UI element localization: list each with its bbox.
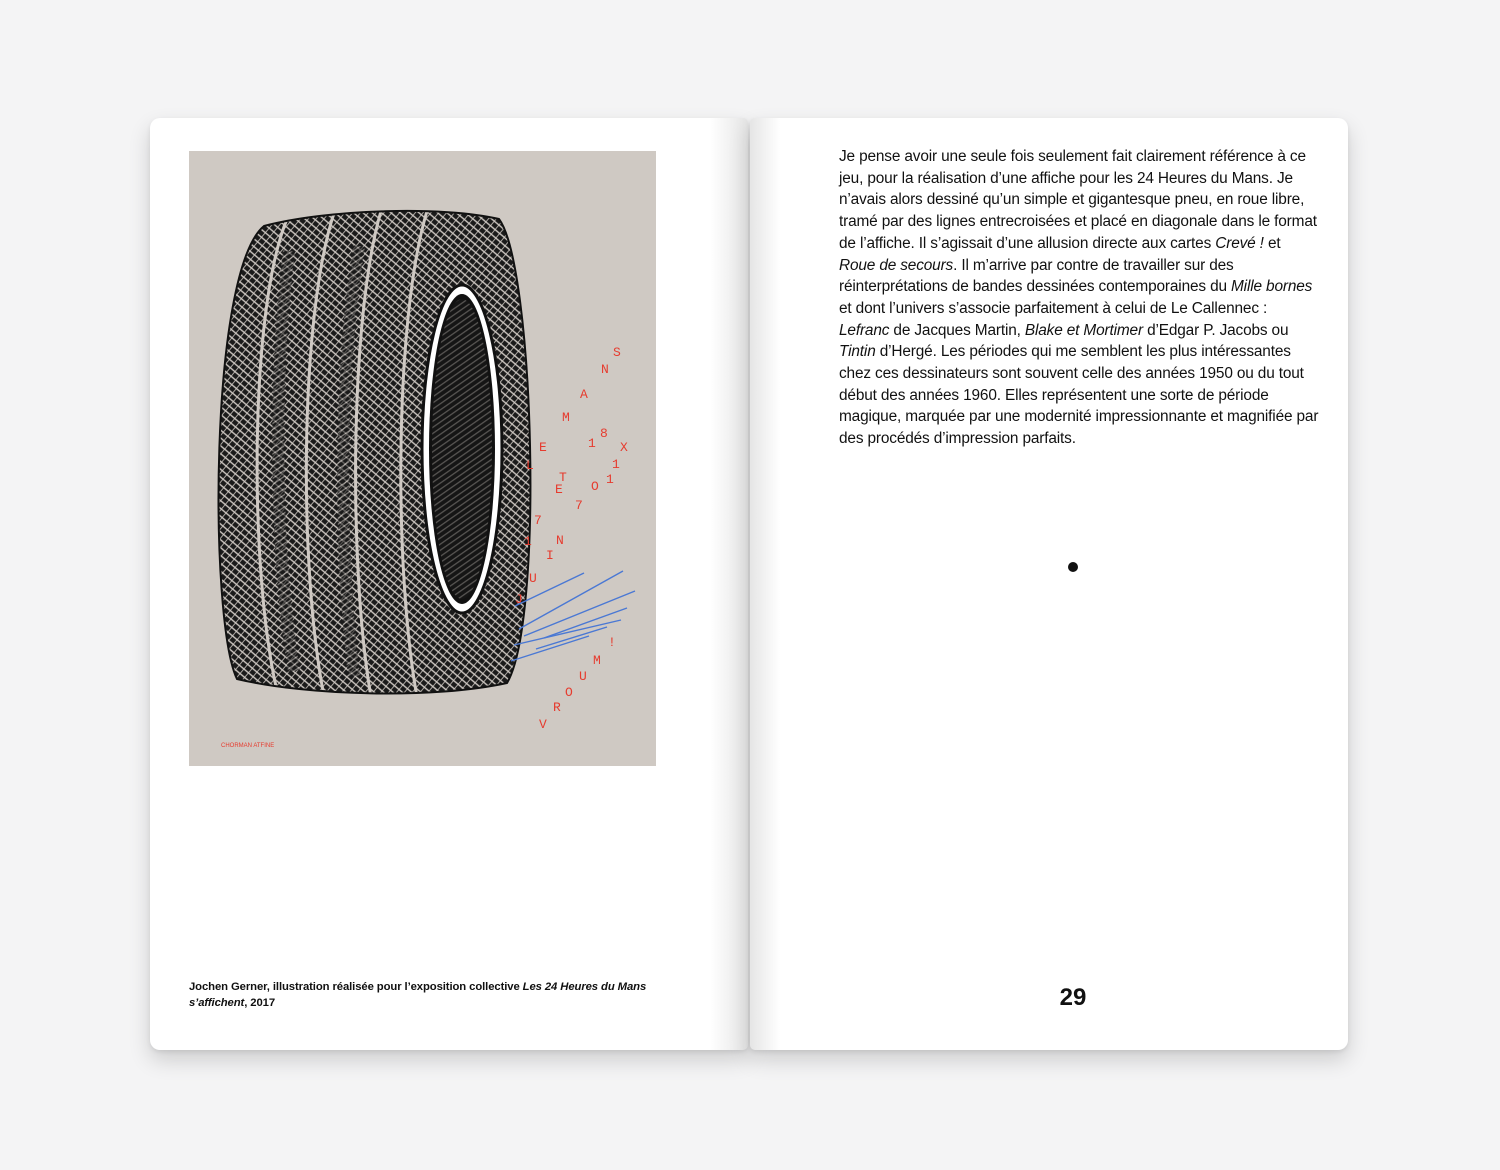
- title-letter: 1: [606, 472, 614, 487]
- book-spread: [150, 118, 1348, 1050]
- poster-vroum-letters: [539, 635, 616, 732]
- poster-footer-text: CHORMAN ATFINE: [221, 743, 275, 749]
- vroum-letter: O: [565, 685, 573, 700]
- body-text-segment: et: [1263, 234, 1281, 252]
- title-letter: 1: [524, 534, 532, 549]
- body-paragraph: [839, 146, 1319, 450]
- title-letter: N: [601, 362, 609, 377]
- title-letter: L: [526, 458, 534, 473]
- title-letter: E: [555, 482, 563, 497]
- body-text-segment: de Jacques Martin,: [889, 321, 1025, 339]
- page-number: 29: [1059, 984, 1087, 1011]
- vroum-letter: U: [579, 669, 587, 684]
- title-letter: 7: [575, 498, 583, 513]
- section-dot: [1068, 562, 1078, 572]
- vroum-letter: M: [593, 653, 601, 668]
- body-text-segment: . Il m’arrive par contre de travailler sur des réinterprétations de bandes dessinées contemporaines du: [839, 256, 1234, 296]
- caption-year: , 2017: [244, 997, 276, 1009]
- poster-illustration: [189, 151, 656, 766]
- title-letter: E: [539, 440, 547, 455]
- left-page: [150, 118, 748, 1050]
- body-italic-title: Lefranc: [839, 321, 890, 339]
- vroum-letter: !: [608, 635, 616, 650]
- title-letter: S: [613, 345, 621, 360]
- right-page: [750, 118, 1348, 1050]
- title-letter: I: [546, 548, 554, 563]
- title-letter: T: [559, 470, 567, 485]
- title-letter: 1: [612, 457, 620, 472]
- title-letter: 8: [600, 426, 608, 441]
- title-letter: A: [580, 387, 588, 402]
- body-text-segment: et dont l’univers s’associe parfaitement à celui de Le Callennec :: [839, 299, 1268, 317]
- body-italic-title: Roue de secours: [839, 256, 954, 274]
- vroum-letter: V: [539, 717, 547, 732]
- title-letter: N: [556, 533, 564, 548]
- title-letter: 1: [588, 436, 596, 451]
- poster-title-letters: [515, 345, 628, 607]
- body-italic-title: Blake et Mortimer: [1024, 321, 1143, 339]
- figure-caption: [189, 979, 659, 1011]
- tyre-illustration: [189, 151, 656, 766]
- caption-title: Les 24 Heures du Mans s’affichent: [189, 981, 647, 1009]
- tyre-hub: [422, 285, 502, 613]
- title-letter: U: [529, 571, 537, 586]
- vroum-letter: R: [553, 700, 561, 715]
- body-text-segment: d’Edgar P. Jacobs ou: [1142, 321, 1289, 339]
- body-text-segment: Je pense avoir une seule fois seulement fait clairement référence à ce jeu, pour la réalisation d’une affiche pour les 24 Heures du Mans. Je n’avais alors dessiné qu’un simple et gigantesque pneu, en roue libre, tramé par des lignes entrecroisées et placé en diagonale dans le format de l’affiche. Il s’agissait d’une allusion directe aux cartes: [839, 148, 1317, 252]
- caption-text: Jochen Gerner, illustration réalisée pour l’exposition collective: [189, 981, 523, 993]
- title-letter: M: [562, 410, 570, 425]
- body-text-segment: d’Hergé. Les périodes qui me semblent les plus intéressantes chez ces dessinateurs sont souvent celle des années 1950 ou du tout début des années 1960. Elles représentent une sorte de période magique, marquée par une modernité impressionnante et magnifiée par des procédés d’impression parfaits.: [839, 343, 1319, 448]
- title-letter: O: [591, 479, 599, 494]
- title-letter: 7: [534, 513, 542, 528]
- body-italic-title: Crevé !: [1215, 234, 1264, 252]
- body-italic-title: Mille bornes: [1231, 278, 1313, 296]
- title-letter: X: [620, 440, 628, 455]
- title-letter: J: [515, 592, 523, 607]
- body-italic-title: Tintin: [839, 343, 876, 361]
